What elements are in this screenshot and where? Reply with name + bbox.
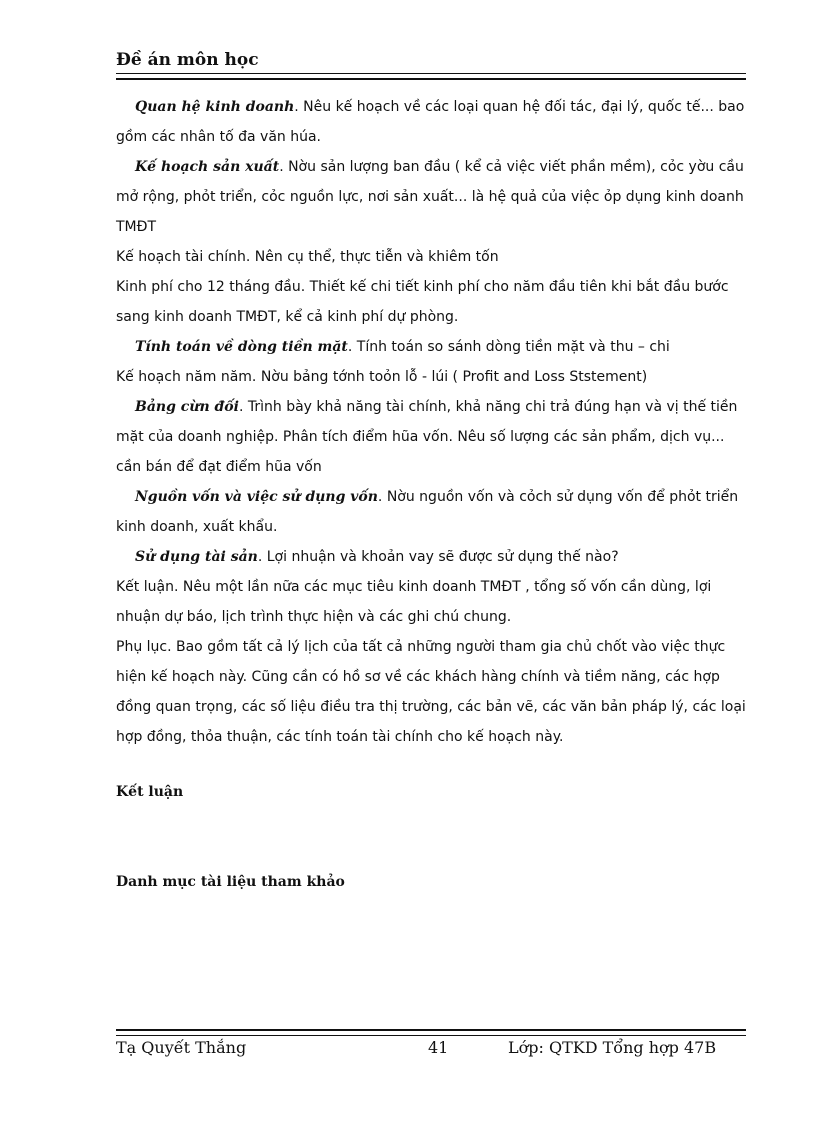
paragraph-lead: Bảng cừn đối — [135, 399, 239, 415]
page-footer — [116, 1038, 746, 1060]
footer-class-label: Lớp: QTKD Tổng hợp 47B — [508, 1038, 717, 1057]
paragraph-first-year-budget: Kinh phí cho 12 tháng đầu. Thiết kế chi tiết kinh phí cho năm đầu tiên khi bắt đầu bước sang kinh doanh TMĐT, kể cả kinh phí dự phòng. — [116, 279, 729, 325]
section-heading-conclusion: Kết luận — [116, 784, 184, 800]
paragraph-capital-sources — [116, 482, 746, 542]
header-title: Đề án môn học — [116, 50, 259, 70]
section-heading-references: Danh mục tài liệu tham khảo — [116, 874, 345, 890]
header-rule — [116, 73, 746, 80]
paragraph-text: . Nờu nguồn vốn và cỏch sử dụng vốn để phỏt triển kinh doanh, xuất khẩu. — [116, 489, 739, 535]
paragraph-production-plan — [116, 152, 746, 242]
paragraph-text: . Nêu kế hoạch về các loại quan hệ đối tác, đại lý, quốc tế... bao gồm các nhân tố đa văn húa. — [116, 99, 745, 145]
footer-rule — [116, 1029, 746, 1036]
paragraph-text: . Nờu sản lượng ban đầu ( kể cả việc viết phần mềm), cỏc yờu cầu mở rộng, phỏt triển, cỏc nguồn lực, nơi sản xuất... là hệ quả của việc ỏp dụng kinh doanh TMĐT — [116, 159, 744, 235]
paragraph-five-year-plan: Kế hoạch năm năm. Nờu bảng tớnh toỏn lỗ - lúi ( Profit and Loss Ststement) — [116, 369, 648, 385]
paragraph-text: . Trình bày khả năng tài chính, khả năng chi trả đúng hạn và vị thế tiền mặt của doanh nghiệp. Phân tích điểm hũa vốn. Nêu số lượng các sản phẩm, dịch vụ... cần bán để đạt điểm hũa vốn — [116, 399, 738, 475]
paragraph-appendix: Phụ lục. Bao gồm tất cả lý lịch của tất cả những người tham gia chủ chốt vào việc thực hiện kế hoạch này. Cũng cần có hồ sơ về các khách hàng chính và tiềm năng, các hợp đồng quan trọng, các số liệu điều tra thị trường, các bản vẽ, các văn bản pháp lý, các loại hợp đồng, thỏa thuận, các tính toán tài chính cho kế hoạch này. — [116, 639, 746, 745]
body-text — [116, 92, 746, 752]
paragraph-text: . Tính toán so sánh dòng tiền mặt và thu – chi — [347, 339, 670, 355]
paragraph-business-relations — [116, 92, 746, 152]
footer-page-number: 41 — [428, 1038, 449, 1057]
paragraph-lead: Nguồn vốn và việc sử dụng vốn — [135, 489, 378, 505]
paragraph-text: . Lợi nhuận và khoản vay sẽ được sử dụng thế nào? — [257, 549, 619, 565]
paragraph-lead: Kế hoạch sản xuất — [135, 159, 280, 175]
paragraph-lead: Sử dụng tài sản — [135, 549, 258, 565]
paragraph-financial-plan: Kế hoạch tài chính. Nên cụ thể, thực tiễn và khiêm tốn — [116, 249, 499, 265]
paragraph-cash-flow — [116, 332, 746, 362]
paragraph-lead: Quan hệ kinh doanh — [135, 99, 295, 115]
paragraph-balance-sheet — [116, 392, 746, 482]
paragraph-lead: Tính toán về dòng tiền mặt — [135, 339, 348, 355]
paragraph-asset-use — [116, 542, 746, 572]
paragraph-conclusion-summary: Kết luận. Nêu một lần nữa các mục tiêu kinh doanh TMĐT , tổng số vốn cần dùng, lợi nhuận dự báo, lịch trình thực hiện và các ghi chú chung. — [116, 579, 712, 625]
footer-author: Tạ Quyết Thắng — [116, 1038, 247, 1057]
